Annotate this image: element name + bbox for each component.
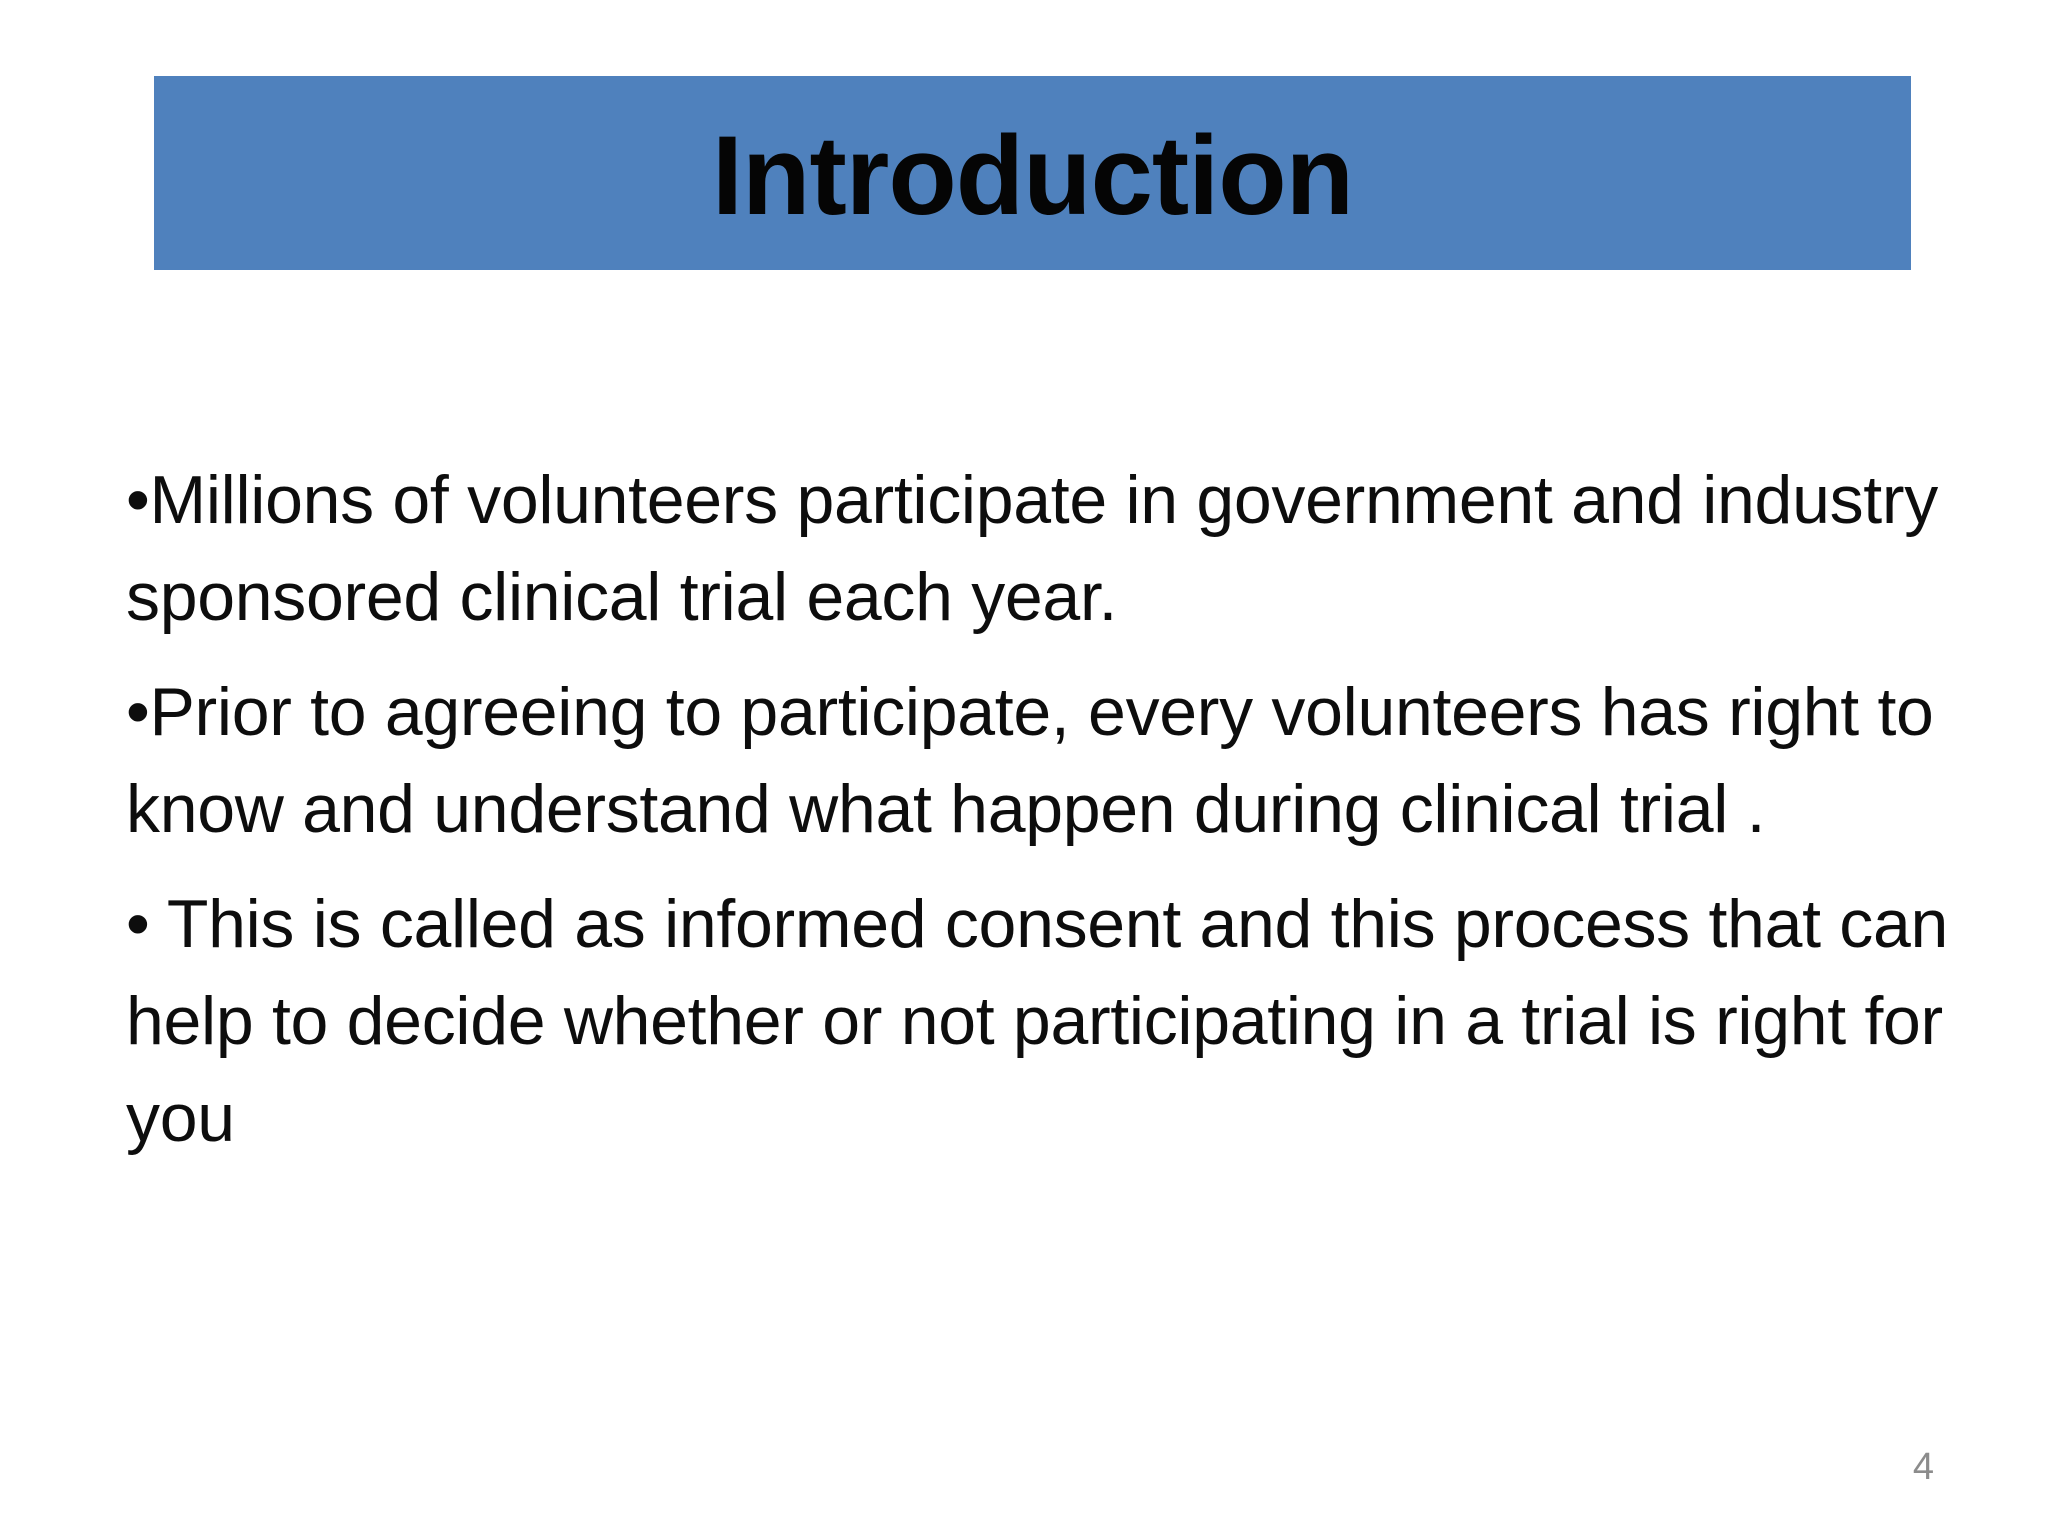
title-banner <box>154 76 1911 270</box>
page-number: 4 <box>1912 1446 1934 1488</box>
bullet-item-3: • This is called as informed consent and this process that can help to decide whether or not participating in a trial is right for you <box>126 886 1949 1156</box>
bullet-list <box>126 452 1976 1185</box>
bullet-item-2: •Prior to agreeing to participate, every volunteers has right to know and understand what happen during clinical trial . <box>126 674 1934 847</box>
slide-title: Introduction <box>711 113 1354 238</box>
bullet-item-1: •Millions of volunteers participate in government and industry sponsored clinical trial each year. <box>126 462 1938 635</box>
